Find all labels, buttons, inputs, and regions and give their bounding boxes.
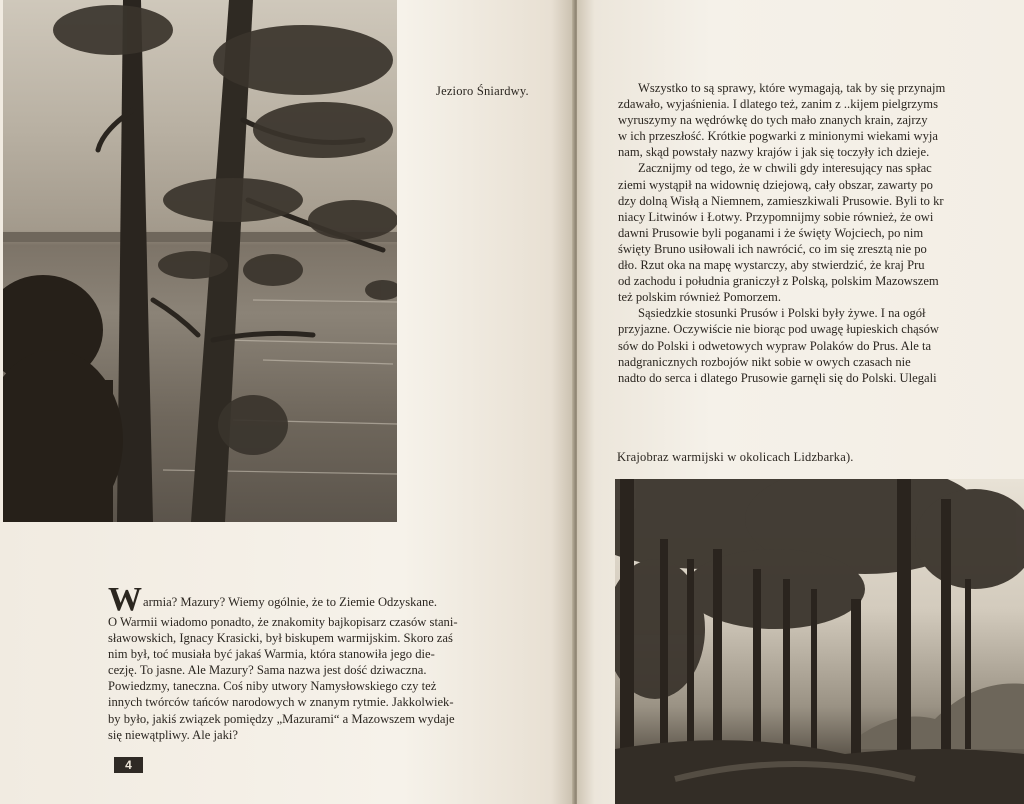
right-text-line-13: od zachodu i południa graniczył z Polską, polskim Mazowszem (618, 274, 939, 289)
right-text-line-14: też polskim również Pomorzem. (618, 290, 781, 305)
right-text-line-15: Sąsiedzkie stosunki Prusów i Polski były żywe. I na ogół (638, 306, 926, 321)
right-text-line-6: Zacznijmy od tego, że w chwili gdy interesujący nas spłac (638, 161, 932, 176)
left-text-line-6: Powiedzmy, taneczna. Coś niby utwory Namysłowskiego czy też (108, 679, 437, 694)
right-body-text (618, 80, 1024, 386)
right-text-line-16: przyjazne. Oczywiście nie biorąc pod uwagę łupieskich chąsów (618, 322, 940, 337)
right-text-line-10: dawni Prusowie byli poganami i że święty Wojciech, po nim (618, 225, 924, 240)
forest-photo-caption: Krajobraz warmijski w okolicach Lidzbarka). (617, 450, 854, 464)
right-text-line-5: nam, skąd powstały nazwy krajów i jak się toczyły ich dzieje. (618, 145, 930, 160)
right-text-line-8: dzy dolną Wisłą a Niemnem, zamieszkiwali Prusowie. Byli to kr (618, 193, 944, 208)
right-text-line-4: w ich przeszłość. Krótkie pogwarki z minionymi wiekami wyja (618, 129, 939, 144)
left-text-line-5: cezję. To jasne. Ale Mazury? Sama nazwa jest dość dziwaczna. (108, 663, 427, 678)
right-text-line-1: Wszystko to są sprawy, które wymagają, tak by się przynajm (638, 81, 946, 95)
page-number: 4 (114, 757, 143, 773)
left-text-line-1: Warmia? Mazury? Wiemy ogólnie, że to Ziemie Odzyskane. (108, 581, 438, 618)
lake-photo (3, 0, 397, 522)
left-text-line-3: sławowskich, Ignacy Krasicki, był biskupem warmijskim. Skoro zaś (108, 631, 453, 646)
left-body-text (108, 581, 550, 743)
left-text-line-4: nim był, toć musiała być jakaś Warmia, która stanowiła jego die- (108, 647, 435, 662)
right-text-line-12: dło. Rzut oka na mapę wystarczy, aby stwierdzić, że kraj Pru (618, 258, 925, 273)
right-text-line-18: nadgranicznych rozbojów nikt sobie w owych czasach nie (618, 354, 911, 369)
left-text-line-2: O Warmii wiadomo ponadto, że znakomity bajkopisarz czasów stani- (108, 615, 458, 629)
right-text-line-7: ziemi wystąpił na widownię dziejową, cały obszar, zawarty po (618, 177, 933, 192)
right-text-line-17: sów do Polski i odwetowych wypraw Polaków do Prus. Ale ta (618, 338, 932, 353)
right-text-line-2: zdawało, wyjaśnienia. I dlatego też, zanim z ..kijem pielgrzyms (618, 97, 938, 112)
left-text-line-8: by było, jakiś związek pomiędzy „Mazurami“ a Mazowszem wydaje (108, 711, 455, 726)
lake-photo-caption: Jezioro Śniardwy. (436, 84, 529, 98)
lake-photo-illustration (3, 0, 397, 522)
left-text-line-7: innych twórców tańców narodowych w znanym rytmie. Jakkolwiek- (108, 695, 454, 710)
right-text-line-9: niacy Litwinów i Łotwy. Przypomnijmy sobie również, że owi (618, 209, 934, 224)
right-text-line-11: święty Bruno usiłowali ich nawrócić, co im się zresztą nie po (618, 241, 927, 256)
left-text-line-9: się niewątpliwy. Ale jaki? (108, 727, 238, 742)
drop-cap: W (108, 581, 142, 618)
right-text-line-19: nadto do serca i dlatego Prusowie garnęli się do Polski. Ulegali (618, 370, 937, 385)
right-text-line-3: wyruszymy na wędrówkę do tych mało znanych krain, zajrzy (618, 113, 928, 128)
forest-photo-illustration (615, 479, 1024, 804)
forest-photo (615, 479, 1024, 804)
